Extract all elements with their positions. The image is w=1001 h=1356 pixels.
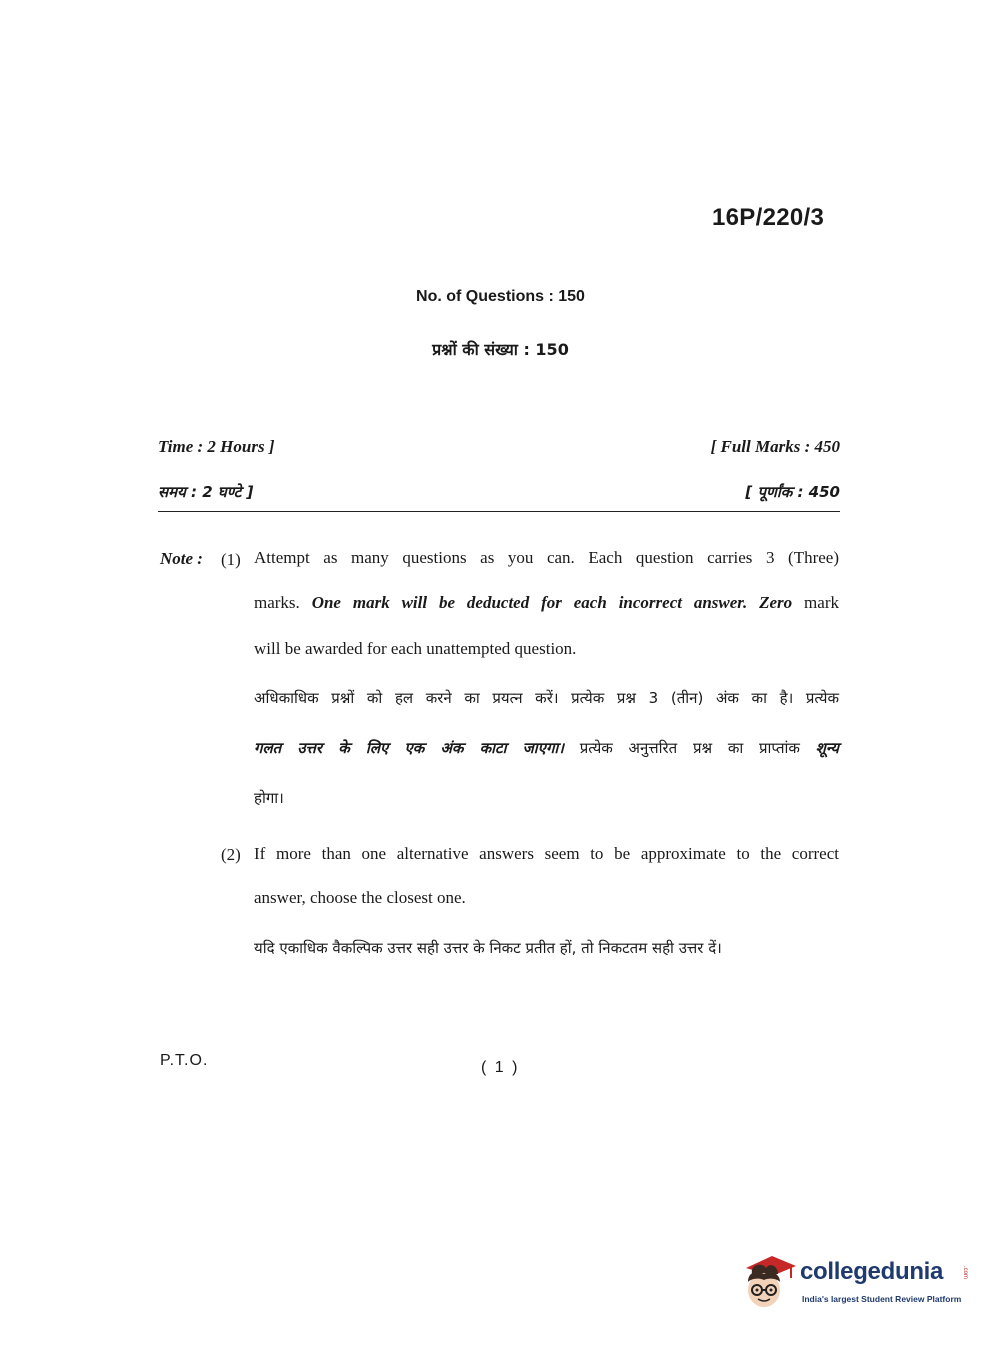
mascot-icon bbox=[742, 1252, 798, 1310]
time-hindi: समय : 2 घण्टे ] bbox=[158, 483, 254, 501]
time-english: Time : 2 Hours ] bbox=[158, 437, 275, 456]
header-divider bbox=[158, 511, 840, 512]
note-item-1-hindi-line-2-b: प्रत्येक अनुत्तरित प्रश्न का प्राप्तांक bbox=[563, 739, 816, 757]
zero-text-hindi: शून्य bbox=[815, 739, 839, 757]
note-item-2-english-line-2: answer, choose the closest one. bbox=[254, 888, 466, 907]
note-item-1-number: (1) bbox=[221, 550, 241, 569]
note-item-2-hindi-line-1: यदि एकाधिक वैकल्पिक उत्तर सही उत्तर के निकट प्रतीत हों, तो निकटतम सही उत्तर दें। bbox=[254, 939, 722, 957]
note-item-1-english-line-3: will be awarded for each unattempted question. bbox=[254, 639, 577, 658]
watermark-domain: .com bbox=[962, 1266, 968, 1280]
note-item-1-english-line-2-a: marks. bbox=[254, 593, 312, 612]
note-item-2-number: (2) bbox=[221, 845, 241, 864]
watermark-brand: collegedunia bbox=[800, 1258, 944, 1285]
number-of-questions-english: No. of Questions : 150 bbox=[416, 288, 585, 305]
note-item-1-english-line-1: Attempt as many questions as you can. Each question carries 3 (Three) bbox=[254, 548, 839, 567]
paper-code: 16P/220/3 bbox=[712, 204, 825, 231]
full-marks-hindi: [ पूर्णांक : 450 bbox=[745, 483, 840, 501]
negative-marking-text-hindi: गलत उत्तर के लिए एक अंक काटा जाएगा। bbox=[254, 739, 564, 757]
collegedunia-watermark bbox=[742, 1252, 972, 1312]
note-item-1-hindi-line-2 bbox=[254, 738, 839, 758]
pto-label: P.T.O. bbox=[160, 1052, 209, 1069]
negative-marking-text: One mark will be deducted for each incorrect answer. Zero bbox=[311, 593, 793, 612]
number-of-questions-hindi: प्रश्नों की संख्या : 150 bbox=[432, 340, 569, 359]
page-number: ( 1 ) bbox=[481, 1059, 520, 1076]
note-item-1-english-line-2-c: mark bbox=[792, 593, 839, 612]
full-marks-english: [ Full Marks : 450 bbox=[710, 437, 840, 456]
note-item-1-hindi-line-3: होगा। bbox=[254, 789, 284, 807]
note-item-2-english-line-1: If more than one alternative answers seem to be approximate to the correct bbox=[254, 844, 839, 863]
note-item-1-hindi-line-1: अधिकाधिक प्रश्नों को हल करने का प्रयत्न करें। प्रत्येक प्रश्न 3 (तीन) अंक का है। प्रत्येक bbox=[254, 689, 839, 707]
watermark-tagline: India's largest Student Review Platform bbox=[802, 1294, 962, 1304]
note-label: Note : bbox=[160, 549, 203, 568]
note-item-1-english-line-2 bbox=[254, 593, 839, 613]
